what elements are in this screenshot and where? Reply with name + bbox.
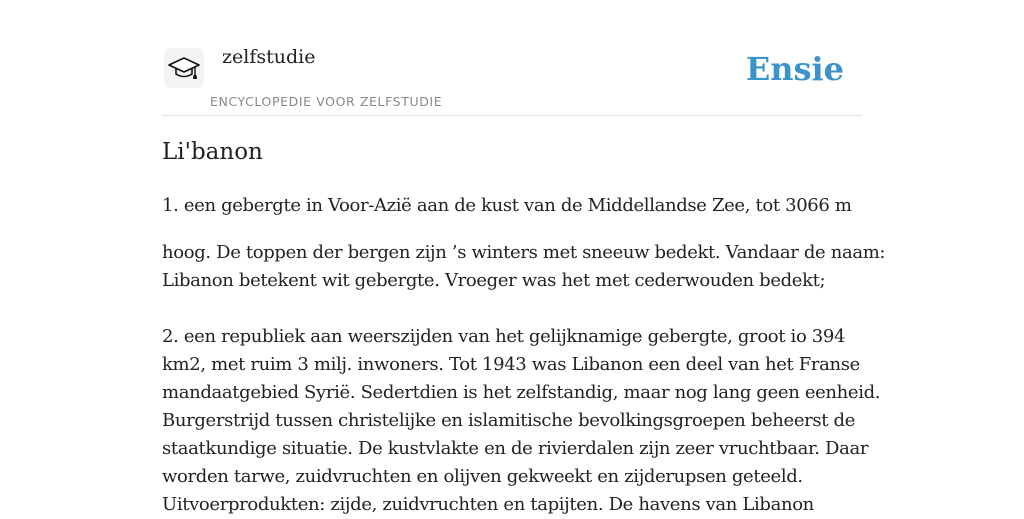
site-name[interactable]: zelfstudie <box>222 46 316 68</box>
site-tagline: ENCYCLOPEDIE VOOR ZELFSTUDIE <box>210 94 443 109</box>
paragraph-line: 2. een republiek aan weerszijden van het gelijknamige gebergte, groot io 394 <box>162 326 846 347</box>
paragraph-line: Uitvoerprodukten: zijde, zuidvruchten en tapijten. De havens van Libanon <box>162 494 814 515</box>
article-paragraph-2 <box>162 239 886 295</box>
paragraph-line: km2, met ruim 3 milj. inwoners. Tot 1943 was Libanon een deel van het Franse <box>162 354 860 375</box>
paragraph-line: Libanon betekent wit gebergte. Vroeger was het met cederwouden bedekt; <box>162 270 826 291</box>
article-paragraph-1 <box>162 192 862 220</box>
graduation-cap-glyph <box>168 54 200 82</box>
paragraph-line: Burgerstrijd tussen christelijke en islamitische bevolkingsgroepen beheerst de <box>162 410 856 431</box>
page <box>162 0 886 515</box>
site-header <box>162 0 862 116</box>
ensie-brand-link[interactable]: Ensie <box>745 50 844 88</box>
paragraph-line: staatkundige situatie. De kustvlakte en de rivierdalen zijn zeer vruchtbaar. Daar <box>162 438 869 459</box>
article-title: Li'banon <box>162 139 263 165</box>
paragraph-line: 1. een gebergte in Voor-Azië aan de kust van de Middellandse Zee, tot 3066 m <box>162 195 852 216</box>
paragraph-line: worden tarwe, zuidvruchten en olijven gekweekt en zijderupsen geteeld. <box>162 466 803 487</box>
paragraph-line: hoog. De toppen der bergen zijn ’s winters met sneeuw bedekt. Vandaar de naam: <box>162 242 886 263</box>
graduation-cap-icon[interactable] <box>164 48 204 88</box>
article-paragraph-3 <box>162 323 881 519</box>
paragraph-line: mandaatgebied Syrië. Sedertdien is het zelfstandig, maar nog lang geen eenheid. <box>162 382 881 403</box>
